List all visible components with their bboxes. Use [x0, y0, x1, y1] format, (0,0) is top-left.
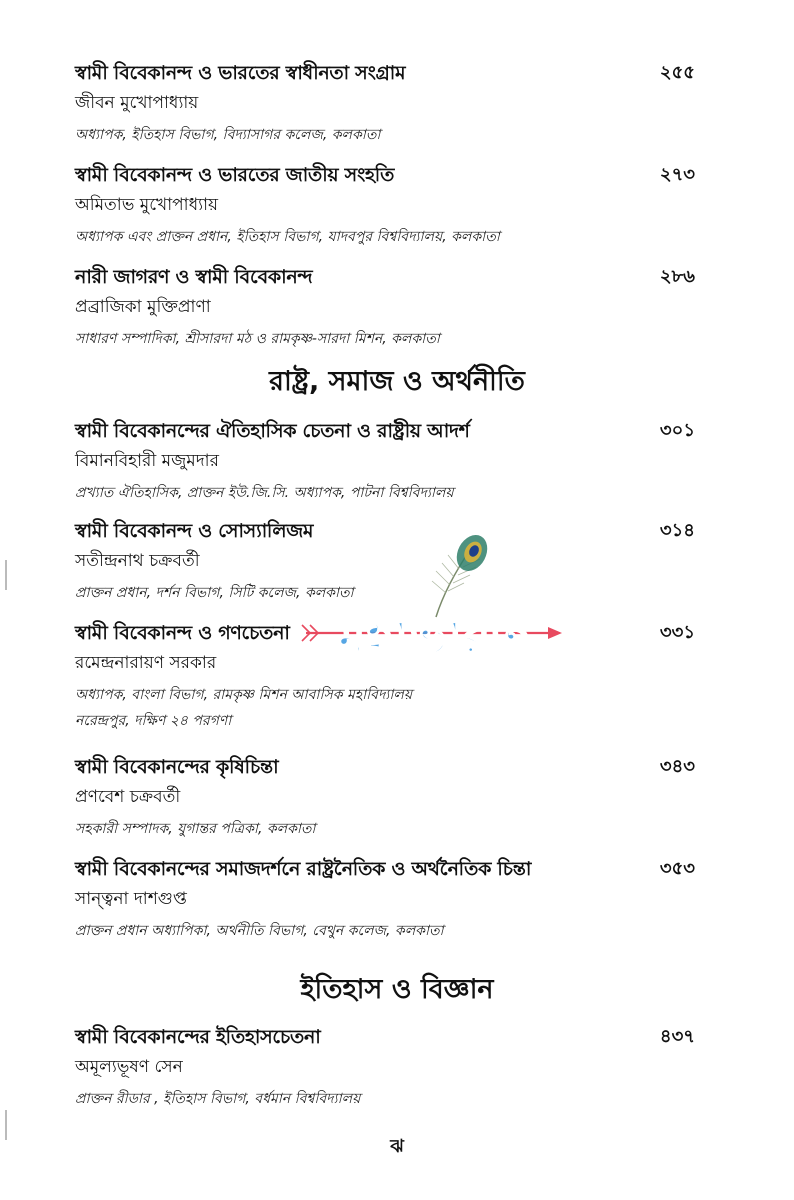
toc-entry — [75, 264, 695, 350]
entry-title: স্বামী বিবেকানন্দ ও গণচেতনা — [75, 622, 290, 644]
entry-title: স্বামী বিবেকানন্দ ও সোস্যালিজম — [75, 520, 314, 542]
section-heading: রাষ্ট্র, সমাজ ও অর্থনীতি — [269, 366, 525, 397]
entry-author: বিমানবিহারী মজুমদার — [75, 451, 219, 471]
section-heading: ইতিহাস ও বিজ্ঞান — [300, 974, 494, 1005]
entry-page-number: ৩৪৩ — [659, 756, 695, 777]
toc-entry — [75, 856, 695, 942]
entry-page-number: ২৮৬ — [659, 266, 695, 287]
entry-affiliation: অধ্যাপক এবং প্রাক্তন প্রধান, ইতিহাস বিভাগ, যাদবপুর বিশ্ববিদ্যালয়, কলকাতা — [75, 229, 500, 245]
toc-entry — [75, 418, 695, 504]
toc-entry — [75, 1024, 695, 1110]
entry-author: সতীন্দ্রনাথ চক্রবর্তী — [75, 551, 200, 571]
scan-edge-mark — [5, 560, 7, 590]
entry-affiliation: অধ্যাপক, ইতিহাস বিভাগ, বিদ্যাসাগর কলেজ, কলকাতা — [75, 127, 381, 143]
entry-affiliation: প্রাক্তন প্রধান অধ্যাপিকা, অর্থনীতি বিভাগ, বেথুন কলেজ, কলকাতা — [75, 923, 444, 939]
entry-page-number: ৩১৪ — [659, 520, 695, 541]
entry-title: স্বামী বিবেকানন্দ ও ভারতের জাতীয় সংহতি — [75, 164, 395, 186]
entry-author: জীবন মুখোপাধ্যায় — [75, 93, 199, 113]
scan-edge-mark — [5, 1110, 7, 1140]
entry-affiliation-line-2: নরেন্দ্রপুর, দক্ষিণ ২৪ পরগণা — [75, 713, 232, 729]
entry-affiliation: প্রাক্তন প্রধান, দর্শন বিভাগ, সিটি কলেজ, কলকাতা — [75, 585, 354, 601]
entry-affiliation: সাধারণ সম্পাদিকা, শ্রীসারদা মঠ ও রামকৃষ্ণ-সারদা মিশন, কলকাতা — [75, 331, 440, 347]
entry-author: প্রব্রাজিকা মুক্তিপ্রাণা — [75, 297, 211, 317]
entry-author: রমেন্দ্রনারায়ণ সরকার — [75, 653, 217, 673]
watermark-logo — [296, 525, 566, 675]
watermark-text: মহাভারত — [337, 606, 531, 666]
entry-author: অমূল্যভূষণ সেন — [75, 1057, 183, 1077]
entry-page-number: ৩৫৩ — [659, 858, 695, 879]
toc-entry — [75, 162, 695, 248]
entry-affiliation: প্রাক্তন রীডার , ইতিহাস বিভাগ, বর্ধমান বিশ্ববিদ্যালয় — [75, 1091, 361, 1107]
entry-title: স্বামী বিবেকানন্দের কৃষিচিন্তা — [75, 756, 279, 778]
entry-author: প্রণবেশ চক্রবর্তী — [75, 787, 181, 807]
entry-affiliation: প্রখ্যাত ঐতিহাসিক, প্রাক্তন ইউ.জি.সি. অধ্যাপক, পাটনা বিশ্ববিদ্যালয় — [75, 485, 454, 501]
entry-title: স্বামী বিবেকানন্দের সমাজদর্শনে রাষ্ট্রনৈতিক ও অর্থনৈতিক চিন্তা — [75, 858, 532, 880]
page-marker: ঝ — [390, 1136, 404, 1157]
entry-affiliation: অধ্যাপক, বাংলা বিভাগ, রামকৃষ্ণ মিশন আবাসিক মহাবিদ্যালয় — [75, 687, 413, 703]
entry-title: নারী জাগরণ ও স্বামী বিবেকানন্দ — [75, 266, 313, 288]
entry-author: সান্ত্বনা দাশগুপ্ত — [75, 889, 187, 909]
entry-page-number: ২৫৫ — [659, 62, 695, 83]
entry-affiliation: সহকারী সম্পাদক, যুগান্তর পত্রিকা, কলকাতা — [75, 821, 316, 837]
toc-entry — [75, 754, 695, 840]
entry-page-number: ৩৩১ — [659, 622, 695, 643]
entry-title: স্বামী বিবেকানন্দের ইতিহাসচেতনা — [75, 1026, 321, 1048]
entry-title: স্বামী বিবেকানন্দের ঐতিহাসিক চেতনা ও রাষ্ট্রীয় আদর্শ — [75, 420, 470, 442]
entry-author: অমিতাভ মুখোপাধ্যায় — [75, 195, 219, 215]
entry-page-number: ৪৩৭ — [659, 1026, 695, 1047]
toc-entry — [75, 60, 695, 146]
entry-page-number: ২৭৩ — [659, 164, 695, 185]
entry-title: স্বামী বিবেকানন্দ ও ভারতের স্বাধীনতা সংগ্রাম — [75, 62, 406, 84]
peacock-feather-arrow-icon — [296, 525, 566, 675]
entry-page-number: ৩০১ — [659, 420, 695, 441]
